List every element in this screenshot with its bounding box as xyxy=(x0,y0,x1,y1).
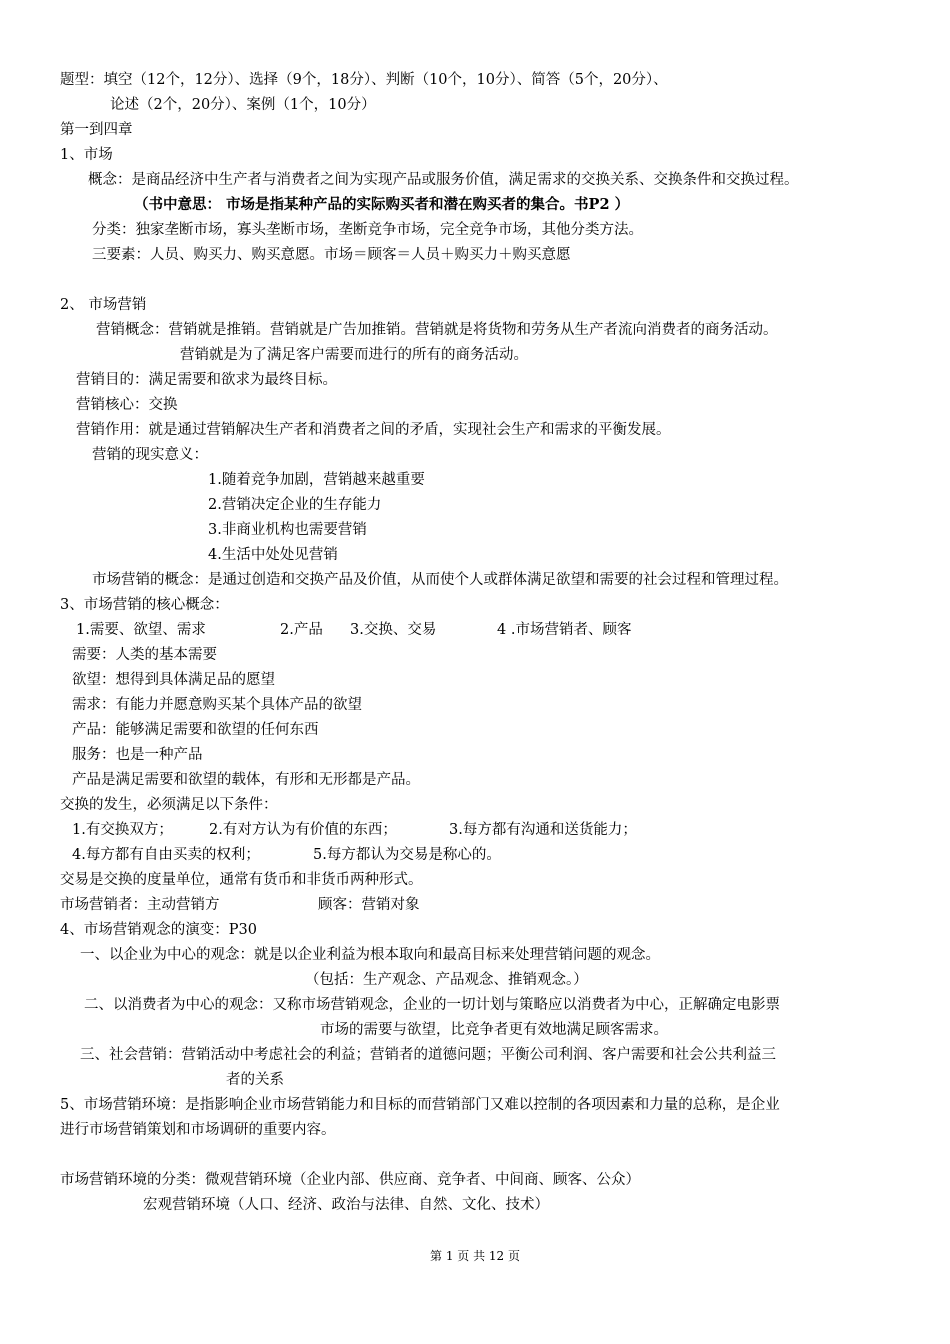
exchange-condition: 3.每方都有沟通和送货能力； xyxy=(449,822,637,838)
core-concept-item: 3.交换、交易 xyxy=(350,622,437,638)
environment-classification-macro: 宏观营销环境（人口、经济、政治与法律、自然、文化、技术） xyxy=(143,1197,549,1213)
market-concept: 概念：是商品经济中生产者与消费者之间为实现产品或服务价值，满足需求的交换关系、交换条件和交换过程。 xyxy=(88,172,799,188)
product-carrier-note: 产品是满足需要和欲望的载体，有形和无形都是产品。 xyxy=(72,772,420,788)
concept-evolution-item-3-line-2: 者的关系 xyxy=(226,1072,284,1088)
market-book-note: （书中意思： 市场是指某种产品的实际购买者和潜在购买者的集合。书P2 ） xyxy=(134,196,630,213)
chapter-range: 第一到四章 xyxy=(60,122,133,138)
core-concept-item: 4 .市场营销者、顾客 xyxy=(497,622,632,638)
marketing-core: 营销核心：交换 xyxy=(76,397,178,413)
section-5-line-1: 5、市场营销环境：是指影响企业市场营销能力和目标的而营销部门又难以控制的各项因素和力量的总称，是企业 xyxy=(60,1097,780,1113)
marketer-definition: 市场营销者：主动营销方 xyxy=(60,897,220,913)
section-1-title: 1、市场 xyxy=(60,147,113,163)
core-concept-item: 2.产品 xyxy=(280,622,323,638)
market-classification: 分类：独家垄断市场，寡头垄断市场，垄断竞争市场，完全竞争市场，其他分类方法。 xyxy=(92,222,643,238)
environment-classification-micro: 市场营销环境的分类：微观营销环境（企业内部、供应商、竞争者、中间商、顾客、公众） xyxy=(60,1172,640,1188)
exchange-conditions-title: 交换的发生，必须满足以下条件： xyxy=(60,797,278,813)
concept-evolution-item-1-note: （包括：生产观念、产品观念、推销观念。） xyxy=(305,972,588,988)
market-three-elements: 三要素：人员、购买力、购买意愿。市场＝顾客＝人员＋购买力＋购买意愿 xyxy=(92,247,571,263)
core-concept-item: 1.需要、欲望、需求 xyxy=(76,622,206,638)
concept-evolution-item-2-line-1: 二、以消费者为中心的观念：又称市场营销观念，企业的一切计划与策略应以消费者为中心，正解确定电影票 xyxy=(84,997,780,1013)
section-5-line-2: 进行市场营销策划和市场调研的重要内容。 xyxy=(60,1122,336,1138)
definition-service: 服务：也是一种产品 xyxy=(72,747,203,763)
marketing-role: 营销作用：就是通过营销解决生产者和消费者之间的矛盾，实现社会生产和需求的平衡发展。 xyxy=(76,422,671,438)
concept-evolution-item-3-line-1: 三、社会营销：营销活动中考虑社会的利益；营销者的道德问题；平衡公司利润、客户需要和社会公共利益三 xyxy=(80,1047,776,1063)
market-marketing-concept: 市场营销的概念：是通过创造和交换产品及价值，从而使个人或群体满足欲望和需要的社会过程和管理过程。 xyxy=(92,572,788,588)
question-types-line-2: 论述（2个，20分）、案例（1个，10分） xyxy=(110,97,376,113)
section-4-title: 4、市场营销观念的演变：P30 xyxy=(60,922,257,938)
significance-item: 4.生活中处处见营销 xyxy=(208,547,338,563)
section-2-title: 2、 市场营销 xyxy=(60,297,147,313)
exchange-condition: 2.有对方认为有价值的东西； xyxy=(209,822,397,838)
significance-item: 3.非商业机构也需要营销 xyxy=(208,522,367,538)
significance-item: 1.随着竞争加剧，营销越来越重要 xyxy=(208,472,425,488)
exchange-condition: 1.有交换双方； xyxy=(72,822,173,838)
definition-demand: 需求：有能力并愿意购买某个具体产品的欲望 xyxy=(72,697,362,713)
definition-want: 欲望：想得到具体满足品的愿望 xyxy=(72,672,275,688)
significance-item: 2.营销决定企业的生存能力 xyxy=(208,497,382,513)
question-types-line-1: 题型：填空（12个，12分）、选择（9个，18分）、判断（10个，10分）、简答（5个，20分）、 xyxy=(60,72,668,88)
marketing-significance-title: 营销的现实意义： xyxy=(92,447,208,463)
concept-evolution-item-1: 一、以企业为中心的观念：就是以企业利益为根本取向和最高目标来处理营销问题的观念。 xyxy=(80,947,660,963)
section-3-title: 3、市场营销的核心概念： xyxy=(60,597,229,613)
exchange-condition: 5.每方都认为交易是称心的。 xyxy=(313,847,501,863)
page-number-footer: 第 1 页 共 12 页 xyxy=(430,1249,520,1263)
definition-product: 产品：能够满足需要和欲望的任何东西 xyxy=(72,722,319,738)
transaction-note: 交易是交换的度量单位，通常有货币和非货币两种形式。 xyxy=(60,872,423,888)
marketing-purpose: 营销目的：满足需要和欲求为最终目标。 xyxy=(76,372,337,388)
customer-definition: 顾客：营销对象 xyxy=(318,897,420,913)
marketing-concept-line-2: 营销就是为了满足客户需要而进行的所有的商务活动。 xyxy=(180,347,528,363)
definition-need: 需要：人类的基本需要 xyxy=(72,647,217,663)
exchange-condition: 4.每方都有自由买卖的权利； xyxy=(72,847,260,863)
concept-evolution-item-2-line-2: 市场的需要与欲望，比竞争者更有效地满足顾客需求。 xyxy=(320,1022,668,1038)
marketing-concept-line-1: 营销概念：营销就是推销。营销就是广告加推销。营销就是将货物和劳务从生产者流向消费者的商务活动。 xyxy=(96,322,778,338)
